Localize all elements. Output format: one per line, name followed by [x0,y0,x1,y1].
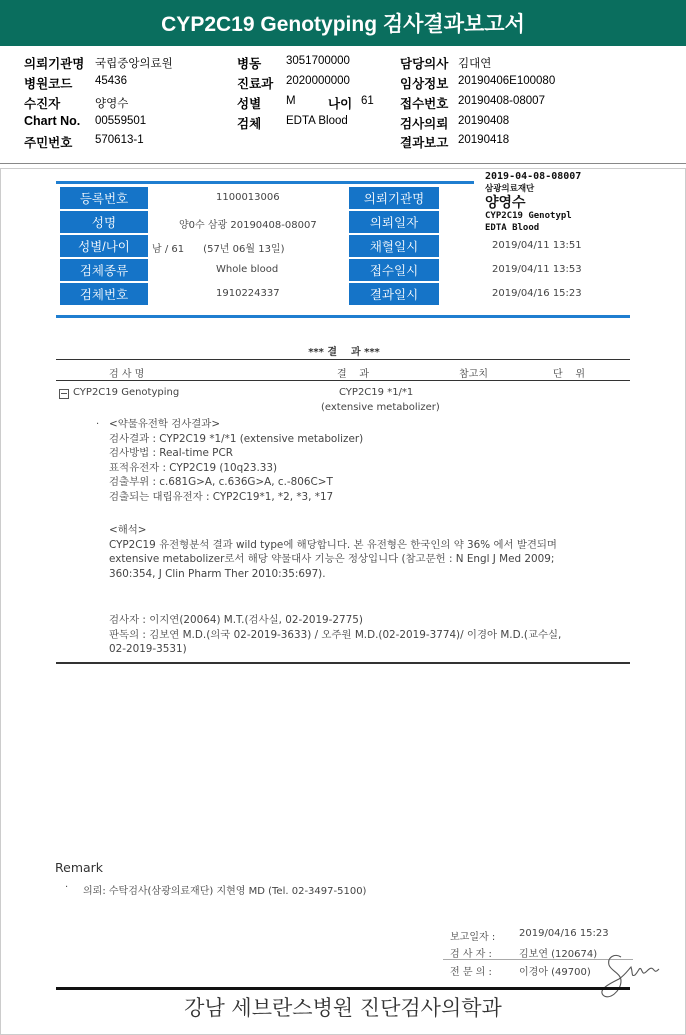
report-title: CYP2C19 Genotyping 검사결과보고서 [0,0,686,46]
info-value: 2019/04/11 13:51 [492,240,582,251]
report-info-label: 전 문 의 : [450,967,492,978]
column-header-result: 결 과 [337,369,370,380]
column-header-unit: 단 위 [553,369,586,380]
header-label: 나이 [328,97,353,111]
bullet: · [96,419,100,430]
result-phenotype: (extensive metabolizer) [321,402,440,413]
remark-line: 의뢰: 수탁검사(삼광의료재단) 지현영 MD (Tel. 02-3497-5100) [83,886,367,897]
results-bottom-rule [56,662,630,664]
info-label: 검체종류 [60,259,148,281]
sticker-accession: 2019-04-08-08007 [485,171,582,182]
header-label: 임상정보 [400,77,449,91]
info-value: 2019/04/11 13:53 [492,264,582,275]
test-name: CYP2C19 Genotyping [73,387,180,398]
column-header-reference: 참고치 [459,369,488,380]
report-info-value: 김보연 (120674) [519,949,598,960]
info-label: 의뢰기관명 [349,187,439,209]
footer-department-title: 강남 세브란스병원 진단검사의학과 [184,996,502,1020]
minus-box-icon-bar [61,393,67,394]
minus-box-icon [59,389,69,399]
report-info-label: 보고일자 : [450,932,496,943]
header-label: 의뢰기관명 [24,57,85,71]
info-label: 성별/나이 [60,235,148,257]
sticker-test: CYP2C19 Genotypl [485,211,572,221]
info-label: 의뢰일자 [349,211,439,233]
header-label: Chart No. [24,114,81,128]
header-label: 주민번호 [24,136,73,150]
detail-line: 검출부위 : c.681G>A, c.636G>A, c.-806C>T [109,476,333,488]
header-label: 수진자 [24,97,61,111]
info-label: 채혈일시 [349,235,439,257]
remark-heading: Remark [55,860,104,875]
header-label: 검사의뢰 [400,117,449,131]
header-value: 20190418 [458,134,510,146]
header-value: 20190408 [458,115,510,127]
result-value: CYP2C19 *1/*1 [339,387,414,398]
info-label: 성명 [60,211,148,233]
column-header-test: 검 사 명 [109,369,145,380]
specimen-label-sticker [477,169,629,235]
interpretation-line: 360:354, J Clin Pharm Ther 2010:35:697). [109,567,326,580]
header-label: 성별 [237,97,262,111]
header-label: 병동 [237,57,262,71]
info-label: 결과일시 [349,283,439,305]
header-label: 검체 [237,117,262,131]
sticker-patient: 양영수 [485,195,526,211]
table-bottom-rule [56,315,630,318]
detail-line: 표적유전자 : CYP2C19 (10q23.33) [109,461,278,474]
header-label: 병원코드 [24,77,73,91]
header-label: 담당의사 [400,57,449,71]
header-value: 20190408-08007 [458,95,545,107]
interpretation [109,523,557,581]
results-heading: *** 결 과 *** [308,347,380,358]
interpretation-line: CYP2C19 유전형분석 결과 wild type에 해당합니다. 본 유전형은 한국인의 약 36% 에서 발견되며 [109,538,557,551]
header-label: 진료과 [237,77,274,91]
header-value: 3051700000 [286,55,350,67]
header-value: M [286,95,296,107]
detail-line: <약물유전학 검사결과> [109,418,221,430]
report-info-label: 검 사 자 : [450,949,492,960]
info-value: 1100013006 [216,192,280,203]
info-label: 등록번호 [60,187,148,209]
header-value: 김대연 [458,58,492,70]
info-value: 1910224337 [216,288,280,299]
results-header-top-rule [56,359,630,360]
sticker-specimen: EDTA Blood [485,223,540,233]
info-label: 접수일시 [349,259,439,281]
header-label: 접수번호 [400,97,449,111]
detail-line: 검사결과 : CYP2C19 *1/*1 (extensive metabolizer) [109,432,364,445]
footer-rule [56,987,630,990]
header-divider [0,163,686,164]
info-value: 양0수 삼광 20190408-08007 [179,220,317,231]
interpretation-heading: <해석> [109,524,147,536]
staff-info [109,613,561,657]
report-info-value: 이경아 (49700) [519,967,591,978]
header-label: 결과보고 [400,136,449,150]
sticker-lab: 삼광의료재단 [485,184,535,194]
header-value: 국립중앙의료원 [95,58,173,70]
bullet: · [65,882,69,893]
header-value: 45436 [95,75,127,87]
header-value: EDTA Blood [286,115,348,127]
results-header-bottom-rule [56,380,630,381]
info-label: 검체번호 [60,283,148,305]
detail-line: 검출되는 대립유전자 : CYP2C19*1, *2, *3, *17 [109,490,334,503]
header-value: 61 [361,95,374,107]
info-value: 2019/04/16 15:23 [492,288,582,299]
table-top-rule [56,181,474,184]
header-value: 570613-1 [95,134,144,146]
interpretation-line: extensive metabolizer로서 해당 약물대사 기능은 정상입니다 (참고문헌 : N Engl J Med 2009; [109,553,555,565]
staff-line: 판독의 : 김보연 M.D.(의국 02-2019-3633) / 오주원 M.D.(02-2019-3774)/ 이경아 M.D.(교수실, [109,628,562,641]
info-value: 남 / 61 (57년 06월 13일) [152,244,285,255]
header-value: 양영수 [95,98,129,110]
report-info-value: 2019/04/16 15:23 [519,928,609,939]
header-info [0,46,686,163]
header-value: 00559501 [95,115,147,127]
header-value: 2020000000 [286,75,350,87]
header-value: 20190406E100080 [458,75,556,87]
result-details [109,417,363,504]
staff-line: 검사자 : 이지연(20064) M.T.(검사실, 02-2019-2775) [109,614,363,626]
detail-line: 검사방법 : Real-time PCR [109,447,233,459]
scanned-report [0,168,686,1035]
staff-line: 02-2019-3531) [109,643,187,655]
info-value: Whole blood [216,264,279,275]
